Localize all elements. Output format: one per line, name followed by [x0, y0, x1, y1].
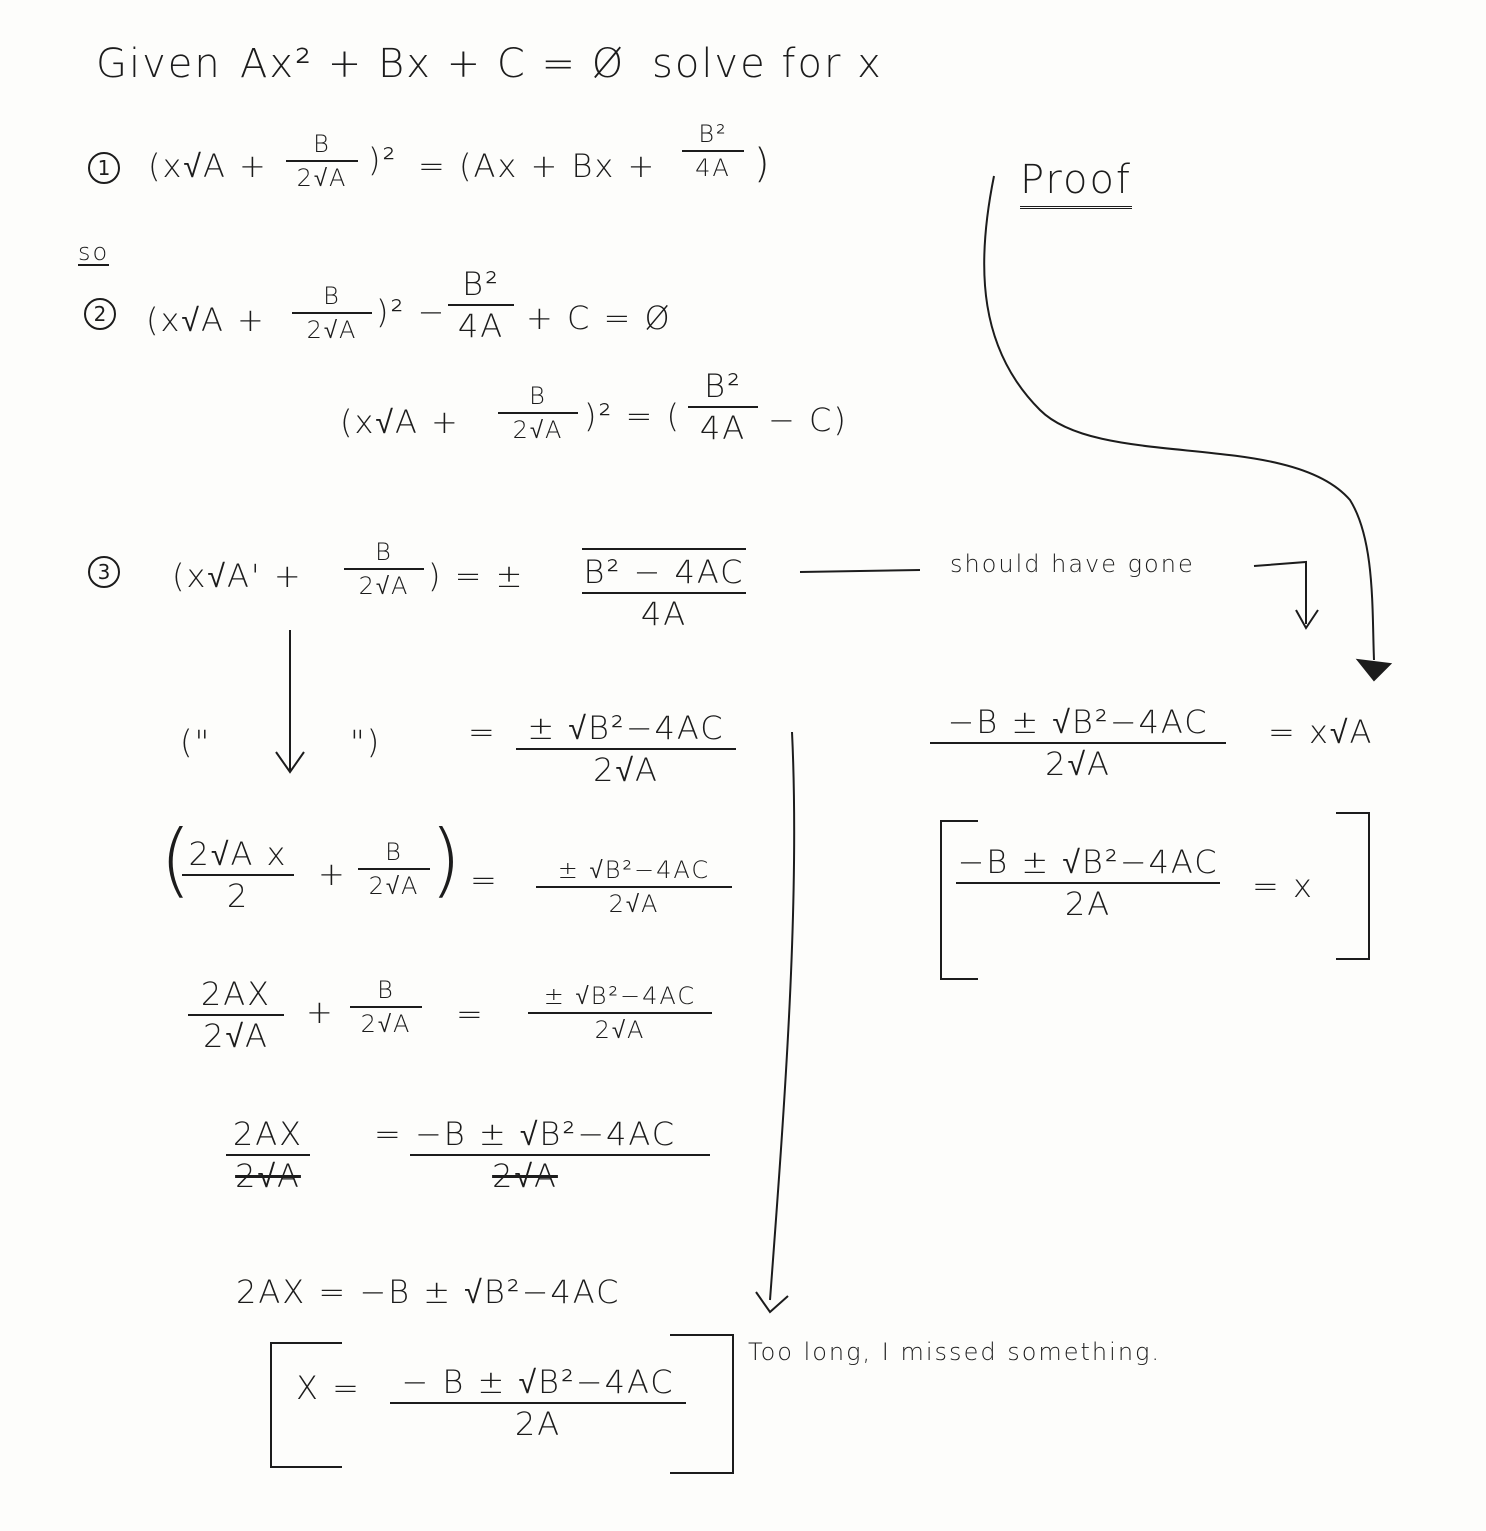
step-1-fraction: B 2√A [286, 132, 358, 190]
step-3-fraction: B 2√A [344, 540, 424, 598]
long-line-3-eq: = [456, 995, 485, 1033]
step-1-rhs-close: ) [754, 141, 772, 187]
long-line-5: 2AX = −B ± √B²−4AC [236, 1273, 621, 1311]
step-2-fraction-2: B² 4A [448, 268, 514, 342]
step-3-marker: 3 [88, 556, 120, 588]
long-line-2-fraction: 2√A x 2 [182, 838, 294, 912]
step-2-tail: + C = Ø [526, 299, 672, 337]
step-3-radical: B² − 4AC 4A [582, 548, 746, 630]
step-2-lhs: (x√A + [146, 301, 266, 339]
should-have-gone-note: should have gone [950, 550, 1195, 578]
step-2-line2-mid: )² = ( [584, 397, 681, 435]
long-line-2-close: ) [430, 813, 462, 906]
too-long-note: Too long, I missed something. [748, 1338, 1162, 1366]
note-leader-line [800, 570, 920, 572]
given-label: Given [96, 41, 222, 87]
proof-line-2-fraction: −B ± √B²−4AC 2A [957, 843, 1219, 923]
step-1-marker: 1 [88, 152, 120, 184]
step-3-lhs: (x√A' + [172, 557, 303, 595]
proof-line-1-fraction: −B ± √B²−4AC 2√A [930, 706, 1226, 780]
proof-line-1-rhs: = x√A [1268, 713, 1374, 751]
proof-curve-arrowhead [1358, 660, 1390, 680]
long-arrowhead [756, 1292, 788, 1312]
long-line-2-fraction-2: B 2√A [358, 840, 430, 898]
step-2-line2-fraction-2: B² 4A [688, 370, 758, 444]
long-line-3-rhs: ± √B²−4AC 2√A [528, 984, 712, 1042]
step-2-line2-fraction: B 2√A [498, 384, 578, 442]
long-line-3-fraction: 2AX 2√A [188, 978, 284, 1052]
proof-curve [984, 176, 1374, 660]
ditto-close: ") [350, 723, 382, 761]
step-2-line2-lhs: (x√A + [340, 403, 460, 441]
step-1-rhs-fraction: B² 4A [682, 122, 744, 180]
solve-for-label: solve for x [652, 41, 883, 87]
proof-title: Proof [1020, 160, 1132, 209]
long-line-2-eq: = [470, 861, 499, 899]
step-2-line2-tail: − C) [768, 401, 848, 439]
long-line-4-rhs: = −B ± √B²−4AC 2√A [340, 1118, 710, 1192]
proof-line-2-rhs: = x [1252, 867, 1314, 905]
long-line-3-plus: + [306, 993, 335, 1031]
so-label: so [78, 238, 110, 266]
long-arrow [770, 732, 794, 1300]
step-1-close: )² [368, 141, 398, 179]
step-2-marker: 2 [84, 298, 116, 330]
step-3-close: ) = ± [428, 557, 525, 595]
step-1-rhs: = (Ax + Bx + [418, 147, 657, 185]
long-line-2-open: ( [160, 813, 192, 906]
long-line-2-rhs: ± √B²−4AC 2√A [536, 858, 732, 916]
ditto-open: (" [180, 723, 212, 761]
final-fraction: − B ± √B²−4AC 2A [390, 1366, 686, 1440]
step-1-lhs: (x√A + [148, 147, 268, 185]
step-2-fraction-1: B 2√A [292, 284, 372, 342]
long-line-1-rhs: ± √B²−4AC 2√A [516, 712, 736, 786]
final-lhs: X = [296, 1369, 361, 1407]
given-equation: Ax² + Bx + C = Ø [240, 41, 626, 87]
long-line-3-fraction-2: B 2√A [350, 978, 422, 1036]
long-line-4-fraction: 2AX 2√A [226, 1118, 310, 1192]
long-line-1-eq: = [468, 713, 497, 751]
long-line-2-plus: + [318, 855, 347, 893]
step-2-close: )² − [376, 293, 447, 331]
